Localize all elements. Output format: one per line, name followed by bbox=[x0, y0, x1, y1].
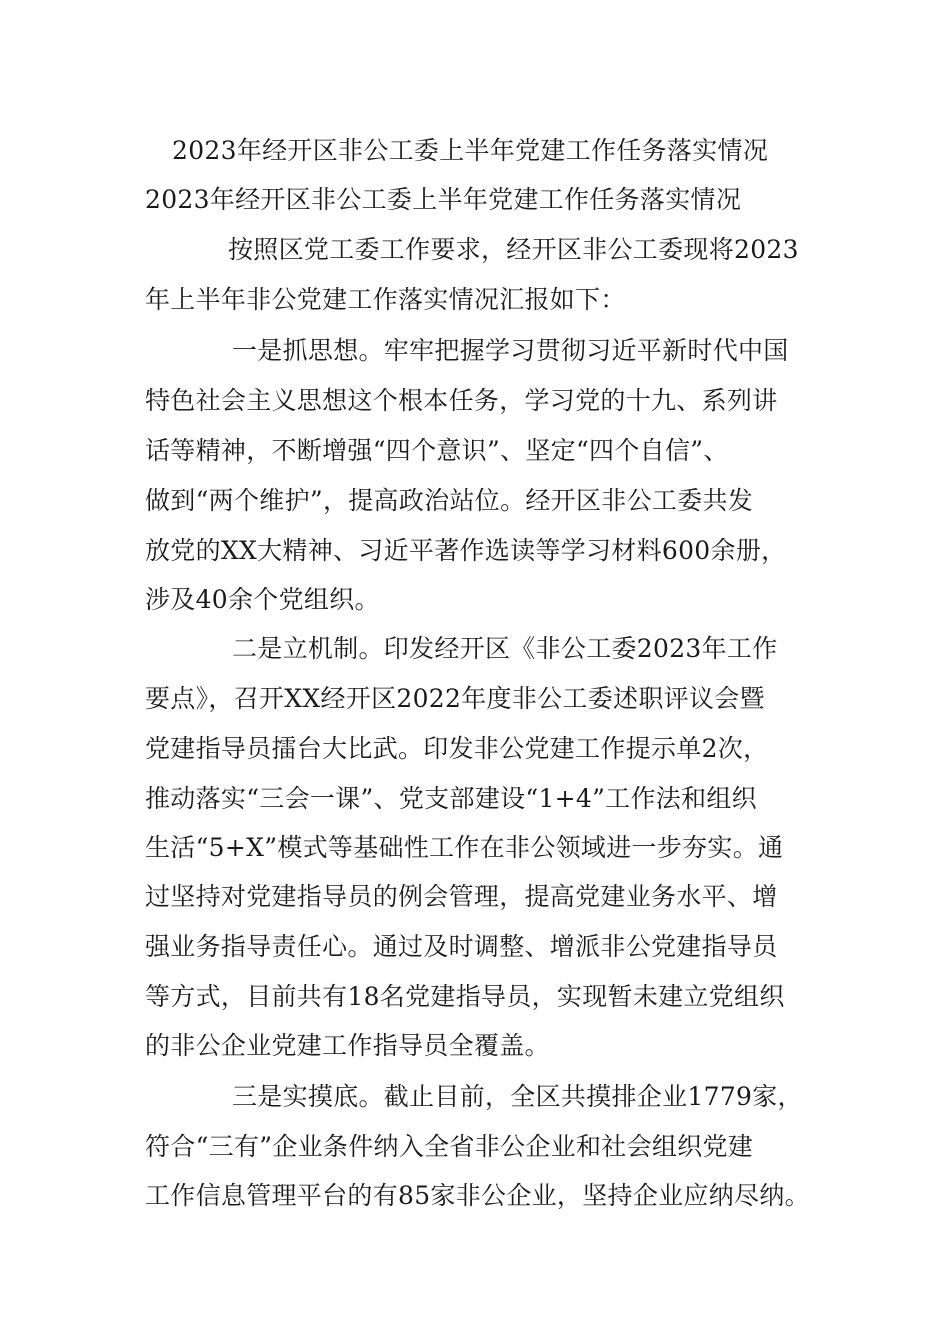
section-2-line-7: 强业务指导责任心。通过及时调整、增派非公党建指导员 bbox=[145, 932, 778, 961]
section-1-line-2: 特色社会主义思想这个根本任务，学习党的十九、系列讲 bbox=[145, 386, 778, 415]
section-2-line-6: 过坚持对党建指导员的例会管理，提高党建业务水平、增 bbox=[145, 882, 778, 911]
document-title-line-1: 2023年经开区非公工委上半年党建工作任务落实情况 bbox=[172, 136, 769, 165]
section-2-line-8: 等方式，目前共有18名党建指导员，实现暂未建立党组织 bbox=[145, 982, 785, 1011]
section-2-line-3: 党建指导员擂台大比武。印发非公党建工作提示单2次， bbox=[145, 734, 769, 763]
section-3-line-1: 三是实摸底。截止目前，全区共摸排企业1779家， bbox=[232, 1082, 803, 1111]
intro-line-1: 按照区党工委工作要求，经开区非公工委现将2023 bbox=[228, 235, 799, 264]
section-1-line-6: 涉及40余个党组织。 bbox=[145, 585, 380, 614]
section-2-line-1: 二是立机制。印发经开区《非公工委2023年工作 bbox=[232, 634, 778, 663]
intro-line-2: 年上半年非公党建工作落实情况汇报如下： bbox=[145, 285, 626, 314]
section-2-line-4: 推动落实“三会一课”、党支部建设“1+4”工作法和组织 bbox=[145, 784, 757, 813]
section-3-line-3: 工作信息管理平台的有85家非公企业，坚持企业应纳尽纳。 bbox=[145, 1181, 810, 1210]
section-1-line-3: 话等精神，不断增强“四个意识”、坚定“四个自信”、 bbox=[145, 436, 729, 465]
section-1-line-4: 做到“两个维护”，提高政治站位。经开区非公工委共发 bbox=[145, 486, 754, 515]
section-2-line-5: 生活“5+X”模式等基础性工作在非公领域进一步夯实。通 bbox=[145, 833, 784, 862]
section-3-line-2: 符合“三有”企业条件纳入全省非公企业和社会组织党建 bbox=[145, 1132, 754, 1161]
section-1-line-5: 放党的XX大精神、习近平著作选读等学习材料600余册， bbox=[145, 536, 787, 565]
section-2-line-9: 的非公企业党建工作指导员全覆盖。 bbox=[145, 1031, 550, 1060]
section-1-line-1: 一是抓思想。牢牢把握学习贯彻习近平新时代中国 bbox=[232, 336, 789, 365]
section-2-line-2: 要点》，召开XX经开区2022年度非公工委述职评议会暨 bbox=[145, 684, 765, 713]
document-title-line-2: 2023年经开区非公工委上半年党建工作任务落实情况 bbox=[145, 185, 742, 214]
